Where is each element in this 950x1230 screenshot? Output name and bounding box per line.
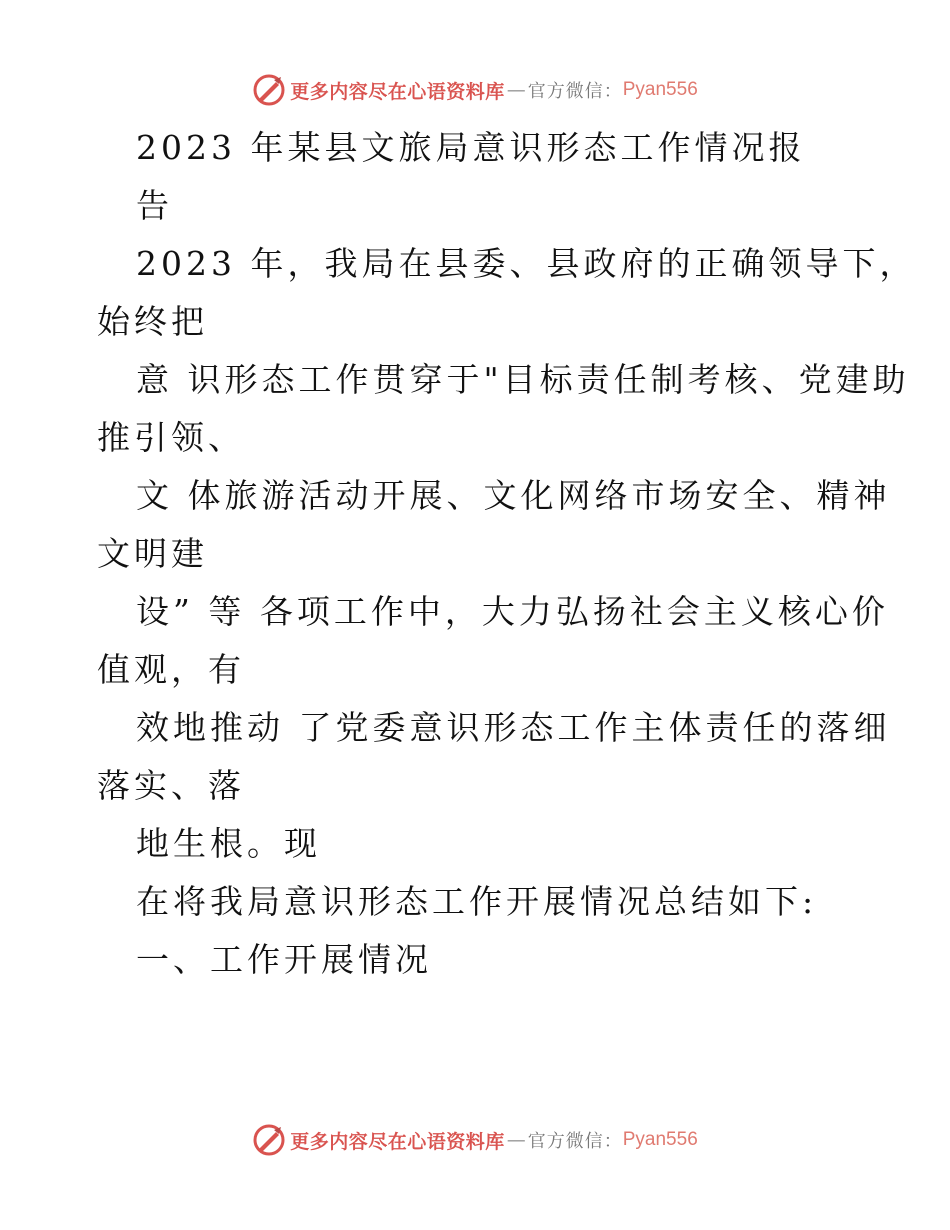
section-heading: 一、工作开展情况 — [136, 940, 432, 979]
doc-line-4: 始终把 — [97, 302, 208, 341]
doc-line-3: 2023 年，我局在县委、县政府的正确领导下， — [136, 244, 917, 283]
doc-line-9: 设” 等 各项工作中，大力弘扬社会主义核心价 — [136, 592, 889, 631]
doc-line-8: 文明建 — [97, 534, 208, 573]
watermark-text: 更多内容尽在心语资料库 — [290, 1130, 505, 1153]
doc-line-5: 意 识形态工作贯穿于"目标责任制考核、党建助 — [136, 360, 910, 399]
watermark-text: 更多内容尽在心语资料库 — [290, 80, 505, 103]
watermark-label: 官方微信： — [527, 1131, 623, 1152]
footer-watermark — [0, 1120, 950, 1160]
doc-title-line-1: 2023 年某县文旅局意识形态工作情况报 — [136, 128, 806, 167]
doc-line-13: 地生根。现 — [136, 824, 321, 863]
header-watermark — [0, 70, 950, 110]
doc-line-14: 在将我局意识形态工作开展情况总结如下: — [136, 882, 818, 921]
watermark-id: Pyan556 — [622, 79, 698, 100]
watermark-dash: — — [506, 79, 526, 101]
doc-line-11: 效地推动 了党委意识形态工作主体责任的落细 — [136, 708, 891, 747]
doc-line-7: 文 体旅游活动开展、文化网络市场安全、精神 — [136, 476, 891, 515]
quill-logo-icon — [252, 1123, 286, 1157]
watermark-label: 官方微信： — [527, 81, 623, 102]
doc-line-10: 值观，有 — [97, 650, 245, 689]
quill-logo-icon — [252, 73, 286, 107]
doc-title-line-2: 告 — [136, 186, 173, 225]
watermark-dash: — — [506, 1129, 526, 1151]
watermark-id: Pyan556 — [622, 1129, 698, 1150]
doc-line-6: 推引领、 — [97, 418, 245, 457]
doc-line-12: 落实、落 — [97, 766, 245, 805]
